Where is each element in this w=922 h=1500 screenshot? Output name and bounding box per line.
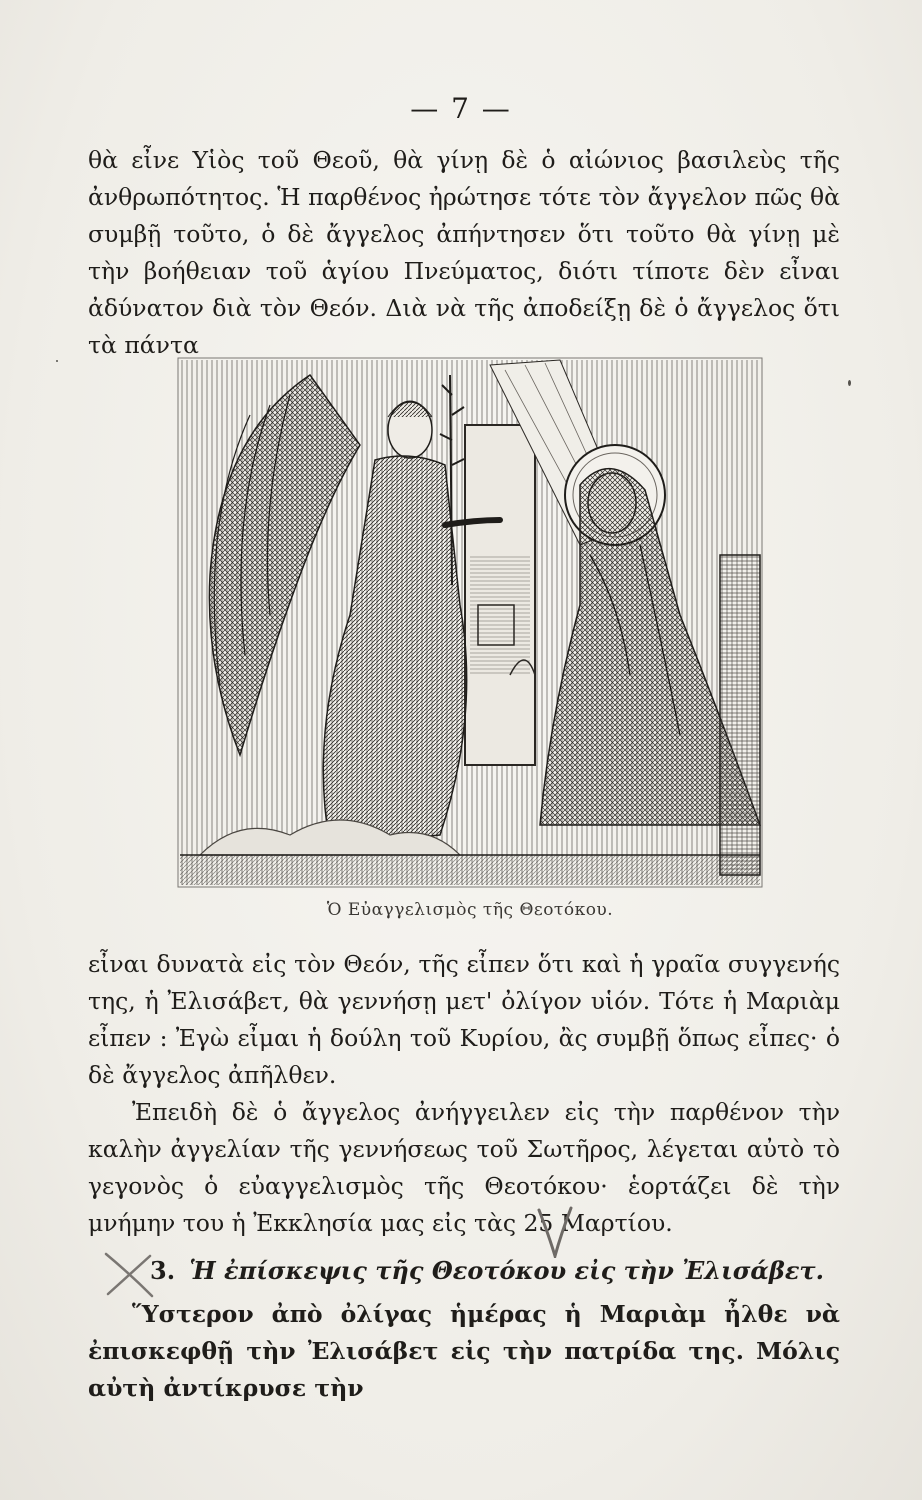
pencil-check-mark-icon xyxy=(535,1206,575,1258)
lectern xyxy=(720,555,760,875)
page-number: — 7 — xyxy=(410,92,512,125)
annunciation-illustration xyxy=(160,355,775,895)
illustration-caption: Ὁ Εὐαγγελισμὸς τῆς Θεοτόκου. xyxy=(326,900,614,920)
body-text-top xyxy=(88,142,840,364)
section-heading xyxy=(150,1256,840,1285)
paragraph-bottom-2: Ἐπειδὴ δὲ ὁ ἄγγελος ἀνήγγειλεν εἰς τὴν παρθένον τὴν καλὴν ἀγγελίαν τῆς γεννήσεως τοῦ Σωτῆρος, λέγεται αὐτὸ τὸ γεγονὸς ὁ εὐαγγελισμὸς τῆς Θεοτόκου· ἑορτάζει δὲ τὴν μνήμην του ἡ Ἐκκλησία μας εἰς τὰς 25 Μαρτίου. xyxy=(88,1098,840,1237)
section-number: 3. xyxy=(150,1256,176,1285)
floor xyxy=(180,855,760,885)
section-title: Ἡ ἐπίσκεψις τῆς Θεοτόκου εἰς τὴν Ἐλισάβετ. xyxy=(189,1256,824,1285)
body-text-final xyxy=(88,1296,840,1407)
paragraph-top: θὰ εἶνε Υἱὸς τοῦ Θεοῦ, θὰ γίνῃ δὲ ὁ αἰώνιος βασιλεὺς τῆς ἀνθρωπότητος. Ἡ παρθένος ἠρώτησε τότε τὸν ἄγγελον πῶς θὰ συμβῇ τοῦτο, ὁ δὲ ἄγγελος ἀπήντησεν ὅτι τοῦτο θὰ γίνῃ μὲ τὴν βοήθειαν τοῦ ἁγίου Πνεύματος, διότι τίποτε δὲν εἶναι ἀδύνατον διὰ τὸν Θεόν. Διὰ νὰ τῆς ἀποδείξῃ δὲ ὁ ἄγγελος ὅτι τὰ πάντα xyxy=(88,146,840,359)
ink-speck xyxy=(848,380,851,386)
paragraph-final: Ὕστερον ἀπὸ ὀλίγας ἡμέρας ἡ Μαριὰμ ἦλθε νὰ ἐπισκεφθῇ τὴν Ἐλισάβετ εἰς τὴν πατρίδα της. Μόλις αὐτὴ ἀντίκρυσε τὴν xyxy=(88,1300,840,1402)
ink-speck xyxy=(56,360,58,362)
body-text-bottom xyxy=(88,946,840,1242)
engraving-image xyxy=(160,355,775,895)
paragraph-bottom-1: εἶναι δυνατὰ εἰς τὸν Θεόν, τῆς εἶπεν ὅτι καὶ ἡ γραῖα συγγενής της, ἡ Ἐλισάβετ, θὰ γεννήσῃ μετ' ὀλίγον υἱόν. Τότε ἡ Μαριὰμ εἶπεν : Ἐγὼ εἶμαι ἡ δούλη τοῦ Κυρίου, ἂς συμβῇ ὅπως εἶπες· ὁ δὲ ἄγγελος ἀπῆλθεν. xyxy=(88,950,840,1089)
